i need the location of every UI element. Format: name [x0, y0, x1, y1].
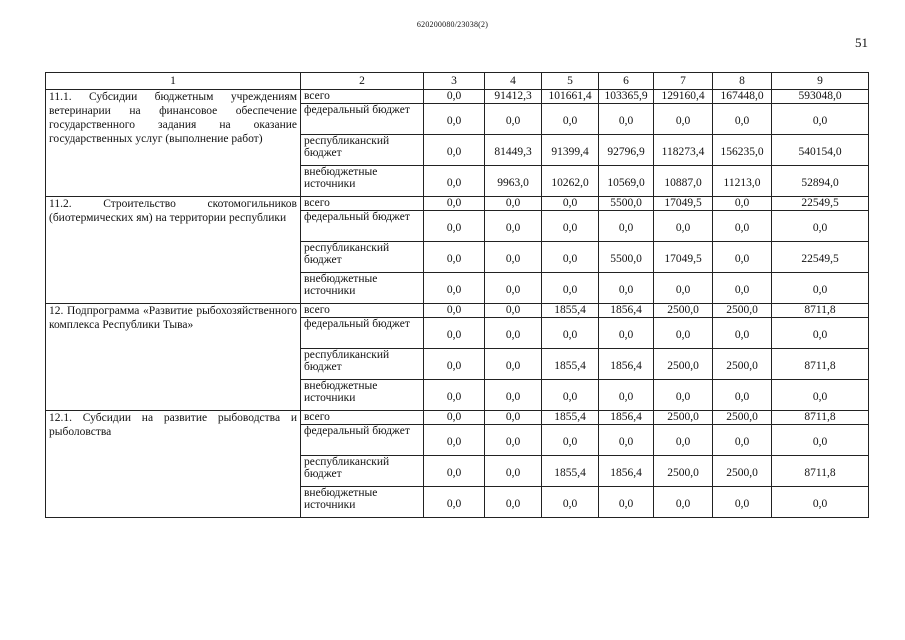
amount-cell: 1855,4	[542, 349, 599, 380]
amount-cell: 8711,8	[772, 456, 869, 487]
amount-cell: 0,0	[424, 166, 485, 197]
funding-source: федеральный бюджет	[301, 318, 424, 349]
funding-source: федеральный бюджет	[301, 104, 424, 135]
amount-cell: 540154,0	[772, 135, 869, 166]
funding-source: внебюджетные источники	[301, 166, 424, 197]
funding-source: всего	[301, 90, 424, 104]
amount-cell: 2500,0	[713, 411, 772, 425]
amount-cell: 0,0	[713, 242, 772, 273]
column-header: 2	[301, 73, 424, 90]
section-title: 11.1. Субсидии бюджетным учреждениям ветеринарии на финансовое обеспечение государственного задания на оказание государственных услуг (выполнение работ)	[46, 90, 301, 197]
amount-cell: 92796,9	[599, 135, 654, 166]
amount-cell: 0,0	[772, 273, 869, 304]
amount-cell: 0,0	[654, 318, 713, 349]
amount-cell: 0,0	[424, 197, 485, 211]
amount-cell: 10887,0	[654, 166, 713, 197]
amount-cell: 593048,0	[772, 90, 869, 104]
amount-cell: 129160,4	[654, 90, 713, 104]
amount-cell: 1856,4	[599, 411, 654, 425]
amount-cell: 1856,4	[599, 456, 654, 487]
amount-cell: 0,0	[485, 318, 542, 349]
column-header: 9	[772, 73, 869, 90]
amount-cell: 0,0	[772, 211, 869, 242]
amount-cell: 0,0	[424, 242, 485, 273]
amount-cell: 1856,4	[599, 349, 654, 380]
amount-cell: 0,0	[654, 487, 713, 518]
amount-cell: 0,0	[599, 104, 654, 135]
amount-cell: 0,0	[713, 487, 772, 518]
amount-cell: 81449,3	[485, 135, 542, 166]
funding-source: всего	[301, 304, 424, 318]
funding-source: всего	[301, 411, 424, 425]
amount-cell: 5500,0	[599, 197, 654, 211]
amount-cell: 8711,8	[772, 349, 869, 380]
column-header: 1	[46, 73, 301, 90]
amount-cell: 0,0	[485, 349, 542, 380]
amount-cell: 0,0	[424, 380, 485, 411]
amount-cell: 0,0	[654, 211, 713, 242]
funding-source: республиканский бюджет	[301, 135, 424, 166]
amount-cell: 0,0	[599, 487, 654, 518]
table-row	[46, 411, 869, 425]
amount-cell: 10569,0	[599, 166, 654, 197]
column-header: 7	[654, 73, 713, 90]
table-row	[46, 197, 869, 211]
amount-cell: 0,0	[485, 104, 542, 135]
funding-source: внебюджетные источники	[301, 487, 424, 518]
amount-cell: 2500,0	[713, 349, 772, 380]
document-code: 620200080/23038(2)	[416, 20, 489, 29]
amount-cell: 10262,0	[542, 166, 599, 197]
table-body	[46, 90, 869, 518]
amount-cell: 0,0	[542, 425, 599, 456]
column-header: 3	[424, 73, 485, 90]
amount-cell: 17049,5	[654, 197, 713, 211]
amount-cell: 0,0	[772, 318, 869, 349]
amount-cell: 0,0	[772, 487, 869, 518]
amount-cell: 0,0	[485, 242, 542, 273]
amount-cell: 0,0	[542, 197, 599, 211]
amount-cell: 0,0	[654, 104, 713, 135]
amount-cell: 0,0	[654, 273, 713, 304]
amount-cell: 101661,4	[542, 90, 599, 104]
amount-cell: 0,0	[424, 273, 485, 304]
amount-cell: 0,0	[542, 318, 599, 349]
amount-cell: 0,0	[713, 273, 772, 304]
funding-source: внебюджетные источники	[301, 273, 424, 304]
amount-cell: 5500,0	[599, 242, 654, 273]
column-header: 6	[599, 73, 654, 90]
amount-cell: 0,0	[542, 242, 599, 273]
amount-cell: 0,0	[424, 456, 485, 487]
amount-cell: 8711,8	[772, 304, 869, 318]
column-header: 8	[713, 73, 772, 90]
section-title: 12.1. Субсидии на развитие рыбоводства и рыболовства	[46, 411, 301, 518]
funding-source: республиканский бюджет	[301, 242, 424, 273]
amount-cell: 0,0	[713, 318, 772, 349]
amount-cell: 0,0	[599, 273, 654, 304]
amount-cell: 1855,4	[542, 456, 599, 487]
amount-cell: 0,0	[424, 318, 485, 349]
amount-cell: 0,0	[772, 104, 869, 135]
amount-cell: 0,0	[542, 487, 599, 518]
amount-cell: 0,0	[424, 104, 485, 135]
amount-cell: 0,0	[424, 411, 485, 425]
table-row	[46, 90, 869, 104]
amount-cell: 0,0	[542, 104, 599, 135]
amount-cell: 0,0	[542, 211, 599, 242]
amount-cell: 0,0	[485, 211, 542, 242]
amount-cell: 0,0	[485, 380, 542, 411]
amount-cell: 0,0	[599, 425, 654, 456]
amount-cell: 1855,4	[542, 304, 599, 318]
amount-cell: 118273,4	[654, 135, 713, 166]
amount-cell: 1855,4	[542, 411, 599, 425]
amount-cell: 0,0	[713, 104, 772, 135]
amount-cell: 167448,0	[713, 90, 772, 104]
page-number: 51	[855, 35, 868, 50]
amount-cell: 0,0	[424, 135, 485, 166]
amount-cell: 0,0	[485, 304, 542, 318]
amount-cell: 11213,0	[713, 166, 772, 197]
amount-cell: 22549,5	[772, 242, 869, 273]
amount-cell: 0,0	[772, 425, 869, 456]
amount-cell: 0,0	[654, 380, 713, 411]
funding-source: внебюджетные источники	[301, 380, 424, 411]
amount-cell: 0,0	[654, 425, 713, 456]
funding-source: федеральный бюджет	[301, 425, 424, 456]
amount-cell: 0,0	[542, 273, 599, 304]
table-row	[46, 304, 869, 318]
amount-cell: 0,0	[424, 211, 485, 242]
amount-cell: 2500,0	[713, 304, 772, 318]
column-header: 5	[542, 73, 599, 90]
amount-cell: 8711,8	[772, 411, 869, 425]
amount-cell: 0,0	[485, 425, 542, 456]
funding-source: всего	[301, 197, 424, 211]
amount-cell: 0,0	[485, 487, 542, 518]
amount-cell: 0,0	[713, 380, 772, 411]
amount-cell: 0,0	[424, 304, 485, 318]
section-title: 11.2. Строительство скотомогильников (биотермических ям) на территории республики	[46, 197, 301, 304]
amount-cell: 0,0	[424, 487, 485, 518]
amount-cell: 2500,0	[654, 411, 713, 425]
amount-cell: 0,0	[424, 349, 485, 380]
amount-cell: 2500,0	[654, 304, 713, 318]
funding-source: республиканский бюджет	[301, 456, 424, 487]
amount-cell: 17049,5	[654, 242, 713, 273]
amount-cell: 0,0	[713, 425, 772, 456]
amount-cell: 91412,3	[485, 90, 542, 104]
amount-cell: 0,0	[599, 211, 654, 242]
amount-cell: 156235,0	[713, 135, 772, 166]
amount-cell: 0,0	[542, 380, 599, 411]
amount-cell: 9963,0	[485, 166, 542, 197]
table-header-row	[46, 73, 869, 90]
funding-source: республиканский бюджет	[301, 349, 424, 380]
amount-cell: 103365,9	[599, 90, 654, 104]
amount-cell: 0,0	[485, 273, 542, 304]
amount-cell: 0,0	[424, 425, 485, 456]
section-title: 12. Подпрограмма «Развитие рыбохозяйственного комплекса Республики Тыва»	[46, 304, 301, 411]
budget-table	[45, 72, 869, 518]
amount-cell: 91399,4	[542, 135, 599, 166]
amount-cell: 0,0	[599, 380, 654, 411]
amount-cell: 0,0	[713, 211, 772, 242]
amount-cell: 2500,0	[713, 456, 772, 487]
amount-cell: 0,0	[485, 411, 542, 425]
funding-source: федеральный бюджет	[301, 211, 424, 242]
amount-cell: 0,0	[772, 380, 869, 411]
column-header: 4	[485, 73, 542, 90]
amount-cell: 0,0	[599, 318, 654, 349]
amount-cell: 1856,4	[599, 304, 654, 318]
amount-cell: 0,0	[713, 197, 772, 211]
amount-cell: 2500,0	[654, 456, 713, 487]
amount-cell: 52894,0	[772, 166, 869, 197]
amount-cell: 0,0	[485, 456, 542, 487]
amount-cell: 0,0	[485, 197, 542, 211]
amount-cell: 0,0	[424, 90, 485, 104]
amount-cell: 22549,5	[772, 197, 869, 211]
amount-cell: 2500,0	[654, 349, 713, 380]
